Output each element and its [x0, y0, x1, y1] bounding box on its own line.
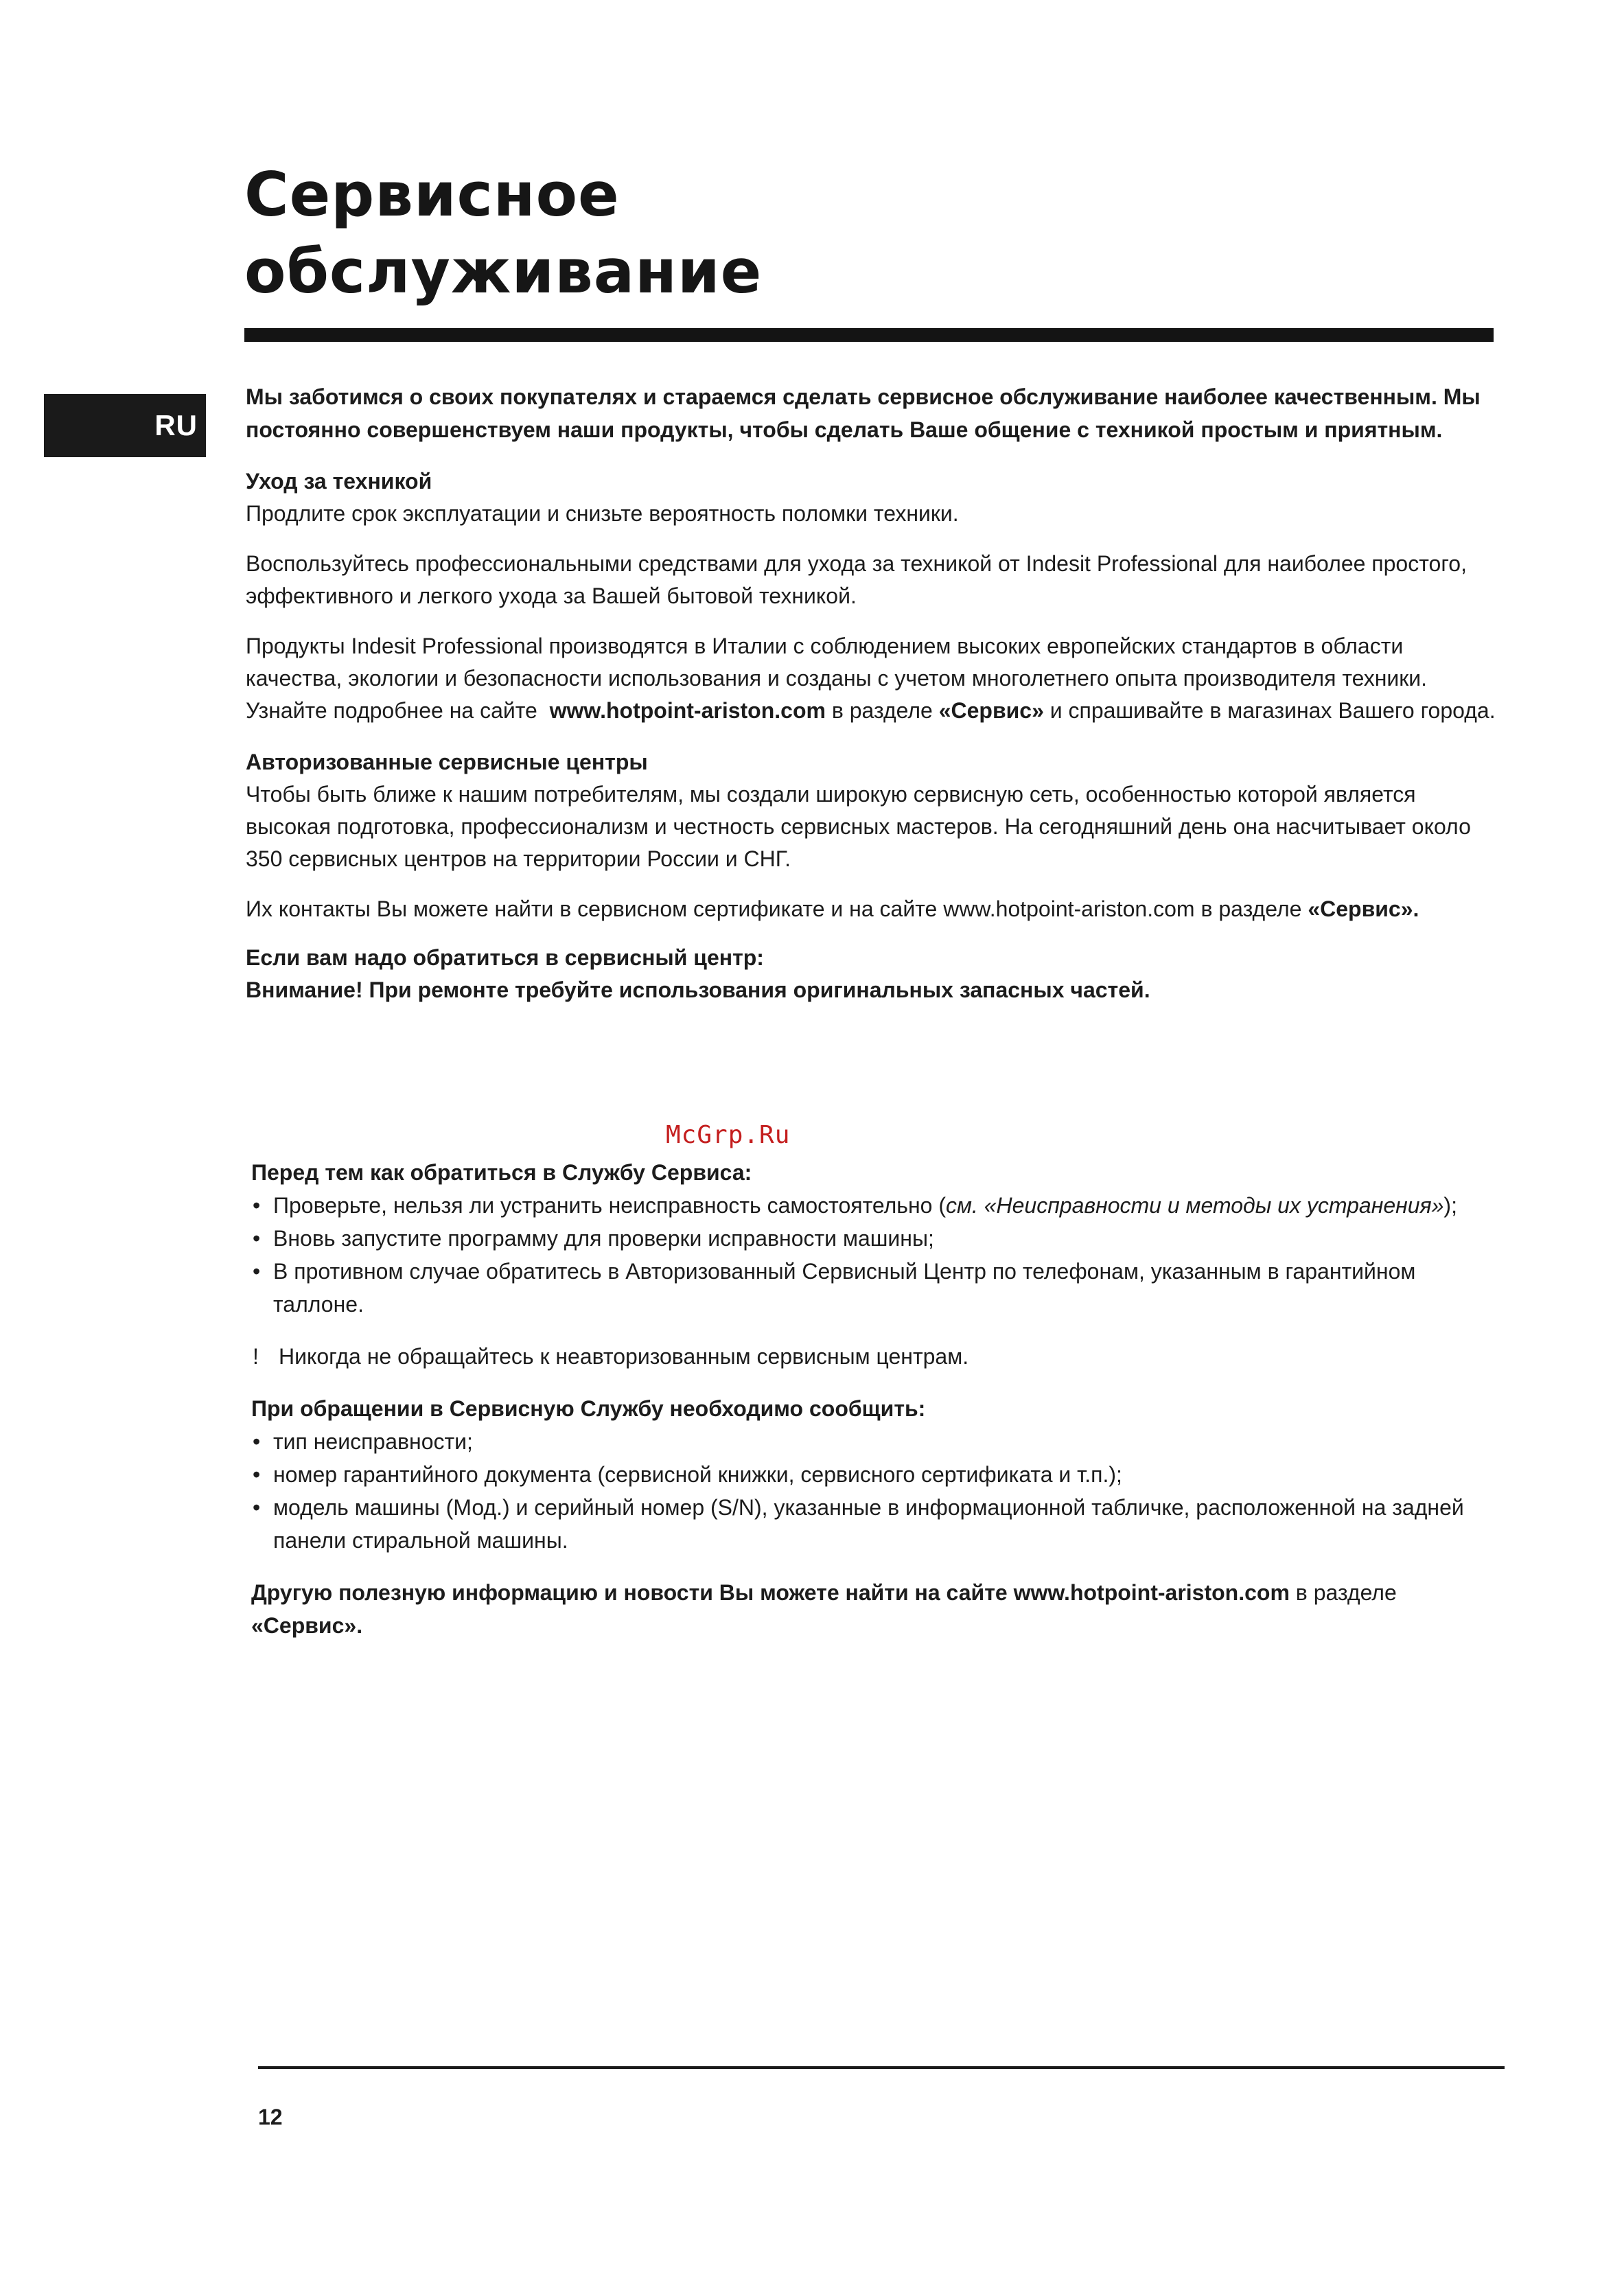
care-paragraph-1: Продлите срок эксплуатации и снизьте вероятность поломки техники. — [246, 501, 959, 526]
service-section-ref: «Сервис» — [938, 698, 1044, 723]
list-item: • модель машины (Мод.) и серийный номер (S/N), указанные в информационной табличке, расположенной на задней панели стиральной машины. — [251, 1491, 1500, 1557]
page-number: 12 — [258, 2105, 283, 2129]
title-divider — [244, 328, 1494, 342]
list-item: • номер гарантийного документа (сервисной книжки, сервисного сертификата и т.п.); — [251, 1458, 1500, 1491]
centers-paragraph-1: Чтобы быть ближе к нашим потребителям, мы создали широкую сервисную сеть, особенностью которой является высокая подготовка, профессионализм и честность сервисных мастеров. На сегодняшний день она насчитывает около 350 сервисных центров на территории России и СНГ. — [246, 782, 1471, 871]
original-parts-warning: Внимание! При ремонте требуйте использования оригинальных запасных частей. — [246, 977, 1150, 1002]
care-paragraph-3-text: Продукты Indesit Professional производятся в Италии с соблюдением высоких европейских стандартов в области качества, экологии и безопасности использования и созданы с учетом многолетнего опыта производителя техники. Узнайте подробнее на сайте — [246, 634, 1428, 723]
page-title-line-2: обслуживание — [244, 236, 763, 307]
final-text: Другую полезную информацию и новости Вы можете найти на сайте www.hotpoint-ariston.com — [251, 1580, 1290, 1605]
final-service-section-ref: «Сервис». — [251, 1613, 363, 1638]
exclamation-icon: ! — [253, 1344, 259, 1369]
page-title-line-1: Сервисное — [244, 159, 620, 230]
warning-note — [251, 1340, 1500, 1373]
service-instructions — [251, 1156, 1500, 1642]
care-heading: Уход за техникой — [246, 469, 432, 494]
care-paragraph-3-end: и спрашивайте в магазинах Вашего города. — [1049, 698, 1496, 723]
care-paragraph-2: Воспользуйтесь профессиональными средствами для ухода за техникой от Indesit Professional для наиболее простого, эффективного и легкого ухода за Вашей бытовой техникой. — [246, 551, 1467, 608]
centers-paragraph-2-text: Их контакты Вы можете найти в сервисном сертификате и на сайте www.hotpoint-ariston.com в разделе — [246, 896, 1302, 921]
intro-paragraph: Мы заботимся о своих покупателях и стараемся сделать сервисное обслуживание наиболее качественным. Мы постоянно совершенствуем наши продукты, чтобы сделать Ваше общение с техникой простым и приятным. — [246, 384, 1481, 442]
before-list — [251, 1189, 1500, 1321]
before-item-1-text: Проверьте, нельзя ли устранить неисправность самостоятельно ( — [273, 1193, 946, 1218]
list-item: • тип неисправности; — [251, 1425, 1500, 1458]
final-paragraph — [251, 1576, 1500, 1642]
care-paragraph-3 — [246, 630, 1498, 727]
page-title — [244, 157, 762, 310]
before-item-1-end: ); — [1443, 1193, 1457, 1218]
language-tab: RU — [44, 394, 206, 457]
warning-text: Никогда не обращайтесь к неавторизованным сервисным центрам. — [279, 1344, 969, 1369]
centers-paragraph-2 — [246, 893, 1498, 925]
centers-service-section-ref: «Сервис». — [1308, 896, 1419, 921]
care-paragraph-3-mid: в разделе — [831, 698, 933, 723]
list-item — [251, 1189, 1500, 1222]
troubleshooting-ref: см. «Неисправности и методы их устранения» — [945, 1193, 1444, 1218]
contact-heading: Если вам надо обратиться в сервисный центр: — [246, 945, 764, 970]
report-list — [251, 1425, 1500, 1557]
before-heading: Перед тем как обратиться в Службу Сервиса: — [251, 1160, 752, 1185]
footer-divider — [258, 2066, 1505, 2069]
list-item: • Вновь запустите программу для проверки исправности машины; — [251, 1222, 1500, 1255]
final-mid: в разделе — [1295, 1580, 1397, 1605]
watermark-text: McGrp.Ru — [666, 1121, 791, 1149]
list-item: • В противном случае обратитесь в Авторизованный Сервисный Центр по телефонам, указанным в гарантийном таллоне. — [251, 1255, 1500, 1321]
website-link: www.hotpoint-ariston.com — [549, 698, 826, 723]
main-content — [246, 380, 1498, 1006]
report-heading: При обращении в Сервисную Службу необходимо сообщить: — [251, 1396, 926, 1421]
centers-heading: Авторизованные сервисные центры — [246, 750, 648, 774]
